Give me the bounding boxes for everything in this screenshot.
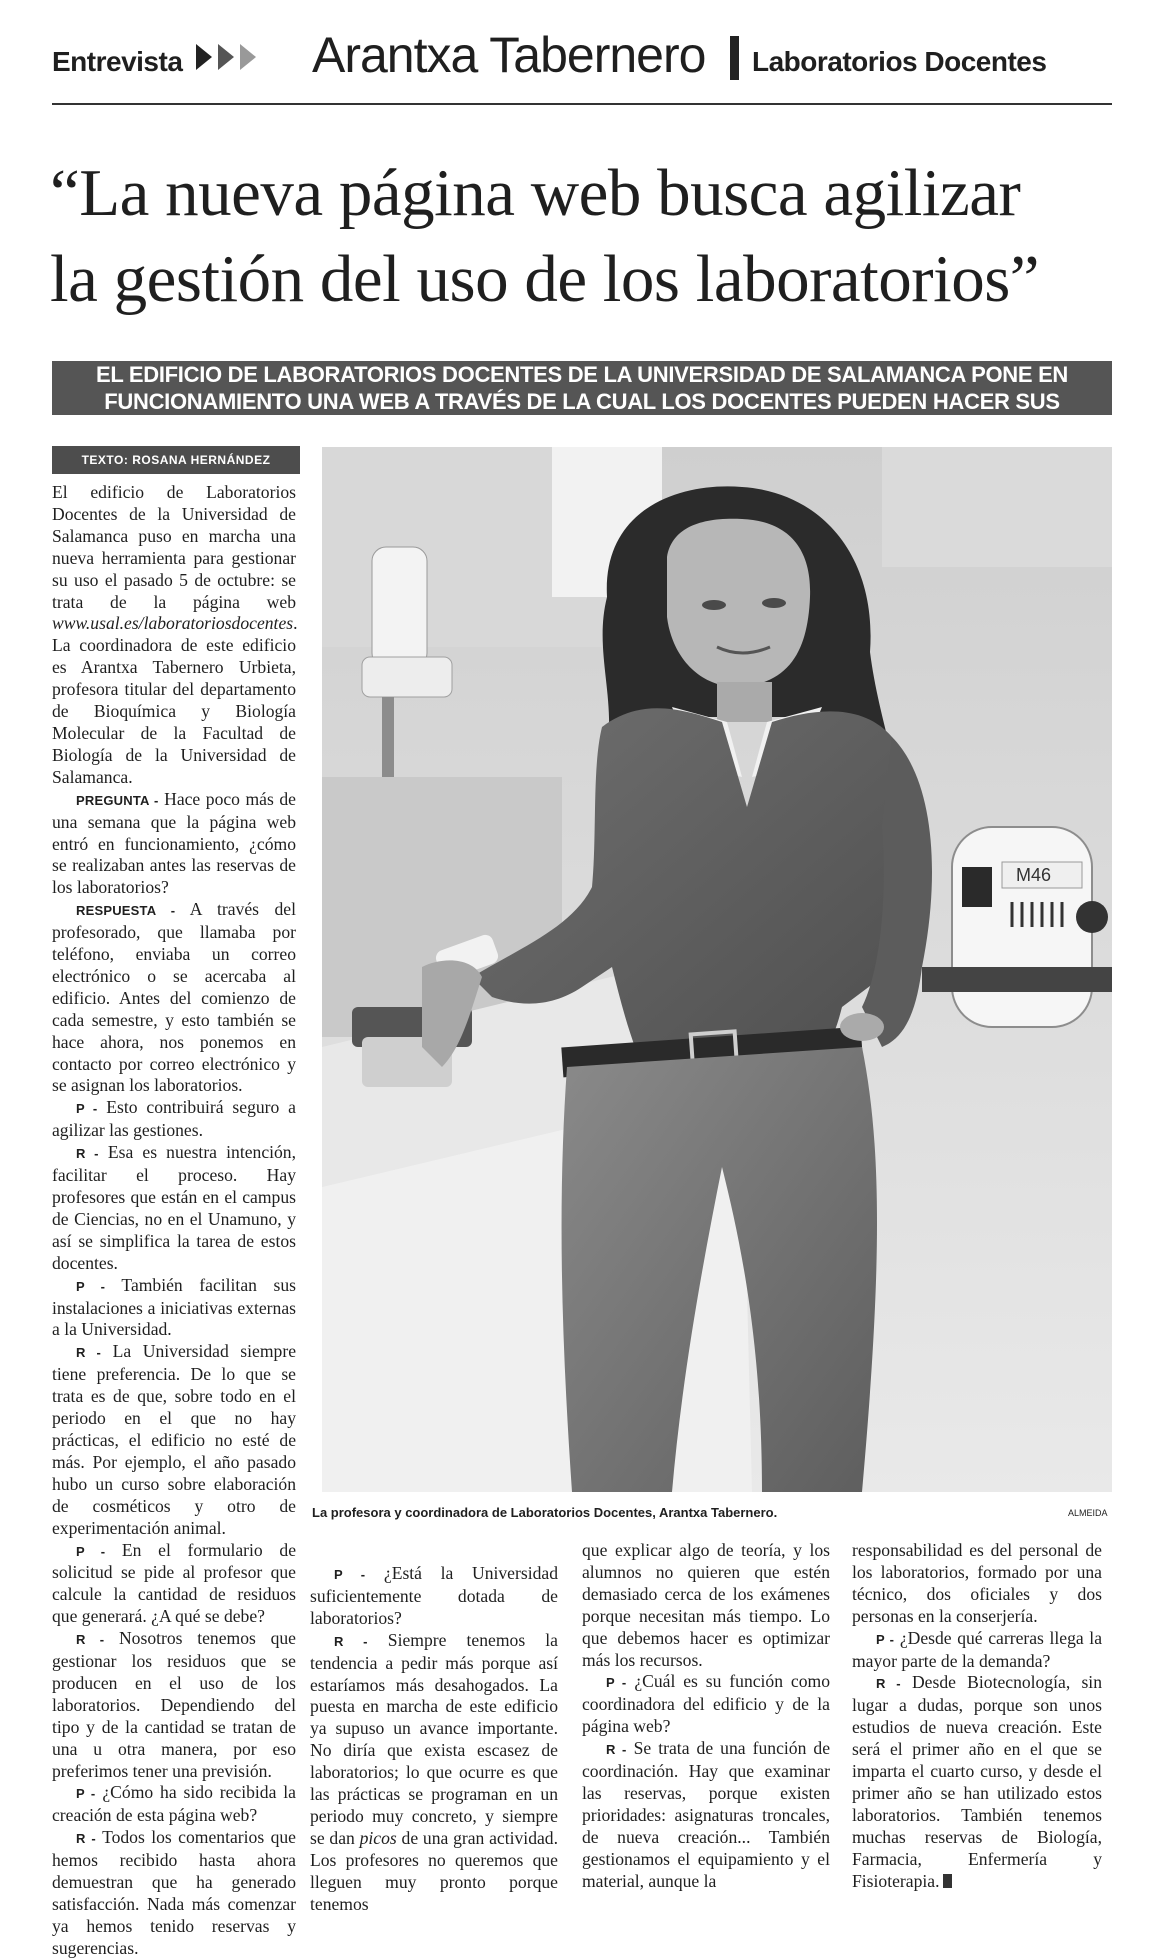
- answer: R - Desde Biotecnología, sin lugar a dudas, porque son unos estudios de nueva creación. Este será el primer año en el que se imparta el cuarto curso, y desde el primer año se han utilizado estos laboratorios. También tenemos muchas reservas de Biología, Farmacia, Enfermería y Fisioterapia.: [852, 1672, 1102, 1891]
- deck-line-1: EL EDIFICIO DE LABORATORIOS DOCENTES DE LA UNIVERSIDAD DE SALAMANCA PONE EN: [95, 362, 1069, 387]
- microscope-label: M46: [1016, 865, 1052, 885]
- answer-continued: que explicar algo de teoría, y los alumnos no quieren que estén demasiado cerca de los exámenes porque necesitan más tiempo. Lo que debemos hacer es optimizar más los recursos.: [582, 1540, 830, 1670]
- answer: R - Todos los comentarios que hemos recibido hasta ahora demuestran que ha generado satisfacción. Nada más comenzar ya hemos tenido reservas y sugerencias.: [52, 1827, 296, 1958]
- photo-illustration: [322, 447, 1112, 1492]
- question: P - Esto contribuirá seguro a agilizar las gestiones.: [52, 1097, 296, 1141]
- answer: R - La Universidad siempre tiene preferencia. De lo que se trata es de que, sobre todo en el periodo en el que no hay prácticas, el edificio no esté de más. Por ejemplo, el año pasado hubo un curso sobre elaboración de cosméticos y otro de experimentación animal.: [52, 1341, 297, 1538]
- question: P - ¿Está la Universidad suficientemente dotada de laboratorios?: [310, 1563, 558, 1628]
- question: P - ¿Cuál es su función como coordinadora del edificio y de la página web?: [582, 1671, 830, 1737]
- headline-line-2: la gestión del uso de los laboratorios”: [50, 242, 1040, 316]
- subheadline-deck: [52, 361, 1112, 441]
- website-url: www.usal.es/laboratoriosdocentes: [52, 613, 294, 634]
- answer-continued: responsabilidad es del personal de los laboratorios, formado por una técnico, dos oficiales y dos personas en la conserjería.: [852, 1540, 1102, 1626]
- question: P - ¿Cómo ha sido recibida la creación de esta página web?: [52, 1782, 296, 1826]
- article-column-3: [582, 1540, 830, 1893]
- article-column-4: [852, 1540, 1102, 1893]
- question: P - En el formulario de solicitud se pide al profesor que calcule la cantidad de residuos que generará. ¿A qué se debe?: [52, 1539, 296, 1627]
- article-column-2: [310, 1563, 558, 1916]
- answer: R - Nosotros tenemos que gestionar los residuos que se producen en el uso de los laboratorios. Dependiendo del tipo y de la cantidad se tratan de una u otra manera, por eso preferimos tener una previsión.: [52, 1628, 296, 1781]
- answer: R - Siempre tenemos la tendencia a pedir más porque así estaríamos más desahogados. La puesta en marcha de este edificio ya supuso un avance importante. No diría que exista escasez de laboratorios; lo que ocurre es que las prácticas se programan en un periodo muy concreto, y siempre se dan picos de una gran actividad. Los profesores no queremos que lleguen muy pronto porque tenemos: [310, 1629, 558, 1914]
- interviewee-photo: [322, 447, 1112, 1492]
- question: P - También facilitan sus instalaciones a iniciativas externas a la Universidad.: [52, 1274, 296, 1340]
- header-separator: [730, 36, 739, 80]
- byline: TEXTO: ROSANA HERNÁNDEZ: [52, 446, 300, 474]
- answer: R - Se trata de una función de coordinación. Hay que examinar las reservas, porque existen prioridades: asignaturas troncales, de nueva creación... También gestionamos el equipamiento y el material, aunque la: [582, 1738, 831, 1891]
- headline: [50, 150, 1130, 322]
- question-label: PREGUNTA -: [76, 792, 159, 808]
- photo-caption: La profesora y coordinadora de Laboratorios Docentes, Arantxa Tabernero.: [312, 1505, 778, 1520]
- interviewee-name: Arantxa Tabernero: [312, 27, 706, 83]
- header-rule: [52, 103, 1112, 105]
- answer-label: RESPUESTA -: [76, 903, 176, 919]
- intro-paragraph: El edificio de Laboratorios Docentes de la Universidad de Salamanca puso en marcha una nueva herramienta para gestionar su uso el pasado 5 de octubre: se trata de la página web www.usal.es/laboratoriosdocentes. La coordinadora de este edificio es Arantxa Tabernero Urbieta, profesora titular del departamento de Bioquímica y Biología Molecular de la Facultad de Biología de la Universidad de Salamanca.: [52, 482, 298, 787]
- section-label: Entrevista: [52, 46, 183, 77]
- article-column-1: [52, 482, 296, 1960]
- headline-line-1: “La nueva página web busca agilizar: [50, 156, 1021, 230]
- question: P - ¿Desde qué carreras llega la mayor parte de la demanda?: [852, 1627, 1103, 1671]
- answer: RESPUESTA - A través del profesorado, que llamaba por teléfono, enviaba un correo electrónico o se acercaba al edificio. Antes del comienzo de cada semestre, y esto también se hace ahora, nos ponemos en contacto por correo electrónico y se asignan los laboratorios.: [52, 899, 296, 1096]
- question: PREGUNTA - Hace poco más de una semana que la página web entró en funcionamiento, ¿cómo se realizaban antes las reservas de los laboratorios?: [52, 788, 296, 898]
- answer: R - Esa es nuestra intención, facilitar el proceso. Hay profesores que están en el campus de Ciencias, no en el Unamuno, y así se simplifica la tarea de estos docentes.: [52, 1142, 297, 1273]
- photo-credit: ALMEIDA: [1068, 1508, 1108, 1518]
- department-label: Laboratorios Docentes: [752, 46, 1047, 77]
- end-of-article-icon: [943, 1874, 952, 1888]
- section-arrows-icon: [196, 44, 256, 70]
- deck-line-2: FUNCIONAMIENTO UNA WEB A TRAVÉS DE LA CUAL LOS DOCENTES PUEDEN HACER SUS RESERVAS: [104, 389, 1060, 441]
